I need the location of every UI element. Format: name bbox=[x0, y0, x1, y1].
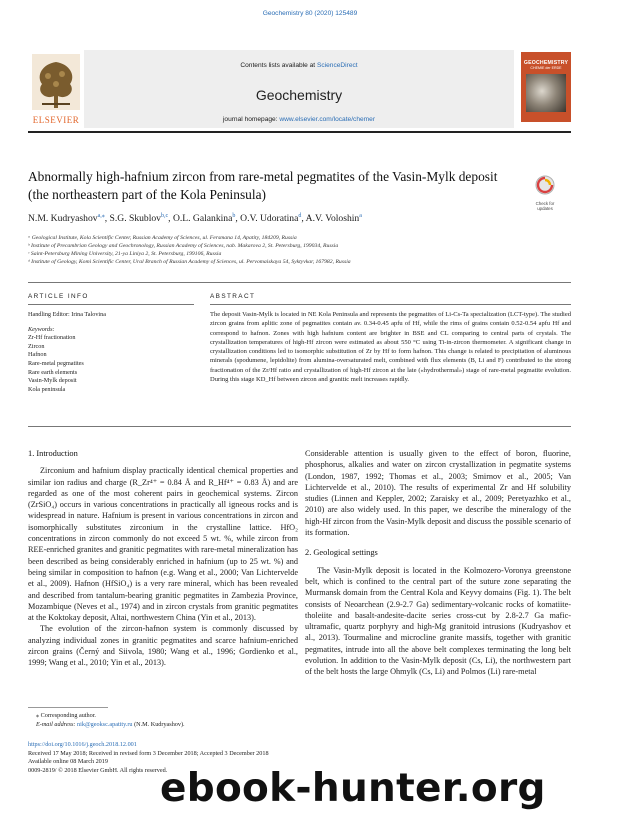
geological-settings-heading: 2. Geological settings bbox=[305, 548, 378, 558]
abstract-rule bbox=[210, 304, 571, 305]
keyword: Zr-Hf fractionation bbox=[28, 334, 76, 342]
info-rule bbox=[28, 304, 194, 305]
affiliation: ᶜ Saint-Petersburg Mining University, 21-ya Liniya 2, St. Petersburg, 199106, Russia bbox=[28, 251, 222, 257]
footnote-rule bbox=[28, 707, 108, 708]
keyword: Rare-metal pegmatites bbox=[28, 359, 84, 367]
contents-prefix: Contents lists available at bbox=[240, 62, 317, 69]
author-list bbox=[28, 212, 568, 224]
body-paragraph: The Vasin-Mylk deposit is located in the Kolmozero-Voronya greenstone belt, which is confined to the central part of the suture zone separating the Murmansk domain from the Central Kola and Keyvy domains (Fig. 1). The belt consists of Neoarchean (2.9-2.7 Ga) sedimentary-volcanic rocks of komatiite-tholeiite and basalt-andesite-dacite series cross-cut by 2.8-2.7 Ga mafic-ultramafic, quartz porphyry and high-Mg granitoid intrusions (Kudryashov et al., 2013). Tourmaline and microcline granite massifs, together with granitic pegmatites, intrude into all the above belt complexes terminating the long belt evolution. In addition to the Vasin-Mylk deposit (Cs, Li), the northwestern part of the belt hosts the large Ohmylk (Cs, Li) and Polmos (Li) rare-metal bbox=[305, 565, 571, 677]
keyword: Kola peninsula bbox=[28, 385, 66, 393]
affiliation: ᵇ Institute of Precambrian Geology and Geochronology, Russian Academy of Sciences, nab. Makarova 2, St. Petersburg, 199034, Russia bbox=[28, 243, 339, 249]
abstract-text: The deposit Vasin-Mylk is located in NE Kola Peninsula and represents the pegmatites of Li-Cs-Ta specialization (LCT-type). The studied zircon grains from aplitic zone of pegmatites contain av. 0.34-0.45 apfu of Hf, while the rims of grains contain 0.52-0.54 apfu Hf and correspond to hafnon. Zones with high hafnium content are brighter in BSE and CL comparing to central parts of crystals. The crystallization temperatures of high-Hf zircon were estimated as about 550 °C using Ti-in-zircon thermometer. A significant change in crystallization conditions led to isomorphic substitution of Zr by Hf to form hafnon. This change is related to precipitation of aluminous minerals (spodumene, lepidolite) from alumina-oversaturated melt, combined with flux elements (B, Li and F) contributed to the strong fractionation of the Zr/Hf ratio and crystallization of high-Hf zircon at the late («hydrothermal») stage of rare-metal pegmatite evolution. During this stage KD_Hf between zircon and granitic melt increases rapidly. bbox=[210, 311, 571, 384]
copyright: 0009-2819/ © 2018 Elsevier GmbH. All rights reserved. bbox=[28, 766, 168, 774]
author[interactable]: N.M. Kudryashov$^{a,⁎}$, bbox=[28, 213, 110, 225]
email-suffix: (N.M. Kudryashov). bbox=[132, 720, 185, 728]
check-for-updates-icon bbox=[527, 174, 563, 196]
introduction-heading: 1. Introduction bbox=[28, 449, 78, 458]
email-label: E-mail address: bbox=[36, 720, 78, 728]
cover-title: GEOCHEMISTRY bbox=[523, 60, 569, 66]
author[interactable]: A.V. Voloshin$^a$ bbox=[305, 213, 362, 225]
homepage-link[interactable]: www.elsevier.com/locate/chemer bbox=[279, 116, 376, 123]
journal-cover[interactable] bbox=[521, 52, 571, 122]
received-dates: Received 17 May 2018; Received in revised form 3 December 2018; Accepted 3 December 2018 bbox=[28, 749, 269, 757]
elsevier-logo bbox=[28, 52, 84, 128]
keyword: Vasin-Mylk deposit bbox=[28, 377, 77, 385]
homepage-prefix: journal homepage: bbox=[222, 116, 280, 123]
doi-link[interactable]: https://doi.org/10.1016/j.geoch.2018.12.001 bbox=[28, 741, 137, 748]
keyword: Hafnon bbox=[28, 351, 47, 359]
affiliation: ᵃ Geological Institute, Kola Scientific Center, Russian Academy of Sciences, ul. Fersmana 14, Apatity, 184209, Russia bbox=[28, 235, 297, 241]
right-column bbox=[305, 448, 571, 678]
keyword: Zircon bbox=[28, 342, 45, 350]
cover-image bbox=[526, 74, 566, 112]
body-paragraph: Considerable attention is usually given to the effect of boron, fluorine, phosphorus, alkalies and water on zircon crystallization in pegmatite systems (London, 1987, 1992; Thomas et al., 2003; Smirnov et al., 2005; Van Lichtervelde et al., 2010). The results of experimental Zr and Hf solubility studies (Linnen and Keppler, 2002; Zaraisky et al., 2009; Peretyazhko et al., 2010) are also widely used. In this paper, we describe the mineralogy of the high-Hf zircon from the Vasin-Mylk deposit and discuss the possible scenario of its formation. bbox=[305, 449, 571, 538]
abstract-heading: ABSTRACT bbox=[210, 293, 256, 300]
affiliation: ᵈ Institute of Geology, Komi Scientific Center, Ural Branch of Russian Academy of Sciences, ul. Pervomaiskaya 54, Syktyvkar, 167982, Russia bbox=[28, 259, 351, 265]
contents-line bbox=[84, 62, 514, 69]
cover-subtitle: CHEMIE der ERDE bbox=[530, 66, 562, 70]
corresponding-author: ⁎ Corresponding author. bbox=[36, 712, 96, 719]
author[interactable]: S.G. Skublov$^{b,c}$, bbox=[109, 213, 173, 225]
footnote-block bbox=[36, 712, 436, 729]
header-rule bbox=[28, 131, 571, 133]
section-rule bbox=[28, 282, 571, 283]
sciencedirect-link[interactable]: ScienceDirect bbox=[316, 62, 358, 69]
check-label-2: updates bbox=[537, 206, 553, 211]
article-info bbox=[28, 311, 198, 394]
homepage-line bbox=[84, 116, 514, 123]
handling-editor: Handling Editor: Irina Talovina bbox=[28, 311, 106, 318]
author[interactable]: O.L. Galankina$^b$, bbox=[172, 213, 241, 225]
available-online: Available online 08 March 2019 bbox=[28, 758, 108, 765]
journal-name: Geochemistry bbox=[255, 87, 343, 103]
abstract-end-rule bbox=[28, 426, 571, 427]
journal-citation[interactable]: Geochemistry 80 (2020) 125489 bbox=[262, 10, 358, 17]
article-title: Abnormally high-hafnium zircon from rare-metal pegmatites of the Vasin-Mylk deposit (the northeastern part of the Kola Peninsula) bbox=[28, 169, 498, 202]
body-paragraph: The evolution of the zircon-hafnon system is commonly discussed by analyzing individual zones in granitic pegmatites and scarce hafnium-enriched zircon grains (Černý and Siivola, 1980; Wang et al., 1996; Gordienko et al., 1999; Wang et al., 2010; Yin et al., 2013). bbox=[28, 624, 298, 668]
elsevier-wordmark: ELSEVIER bbox=[32, 115, 80, 125]
check-label-1: Check for bbox=[535, 201, 555, 206]
check-for-updates-button[interactable] bbox=[527, 174, 563, 210]
keyword: Rare earth elements bbox=[28, 368, 78, 376]
body-paragraph: Zirconium and hafnium display practically identical chemical properties and similar ion radius and charge (R_Zr⁴⁺ = 0.84 Å and R_Hf⁴⁺ = 0.83 Å) and are regarded as one of the most coherent pairs in geochemical systems. Zircon (ZrSiO₄) occurs in various concentrations in practically all igneous rocks and is widespread in nature. Hafnium is present in various concentrations in zircon and isomorphically substitutes zirconium in the crystalline lattice. HfO₂ concentrations in zircon commonly do not exceed 5 wt. %, while zircon from REE-enriched granites and granitic pegmatites with rare-metal mineralization has been described as being considerably enriched in hafnium (up to 25 wt. %) and being similar in composition to hafnon (e.g. Wang et al., 2000; Van Lichtervelde et al., 2009). Hafnon (HfSiO₄) is a very rare mineral, which has been revealed and described from tantalum-bearing granitic pegmatites in Zambezia Province, Mozambique (Neves et al., 1974) and in zircon crystals from granitic pegmatites at the Koktokay deposit, Altai, northwestern China (Yin et al., 2013). bbox=[28, 466, 298, 623]
email-link[interactable]: nik@geoksc.apatity.ru bbox=[77, 720, 133, 728]
author[interactable]: O.V. Udoratina$^d$, bbox=[240, 213, 306, 225]
keywords-label: Keywords: bbox=[28, 325, 55, 333]
watermark: ebook-hunter.org bbox=[160, 766, 546, 811]
left-column bbox=[28, 448, 298, 669]
article-info-heading: ARTICLE INFO bbox=[28, 293, 89, 300]
